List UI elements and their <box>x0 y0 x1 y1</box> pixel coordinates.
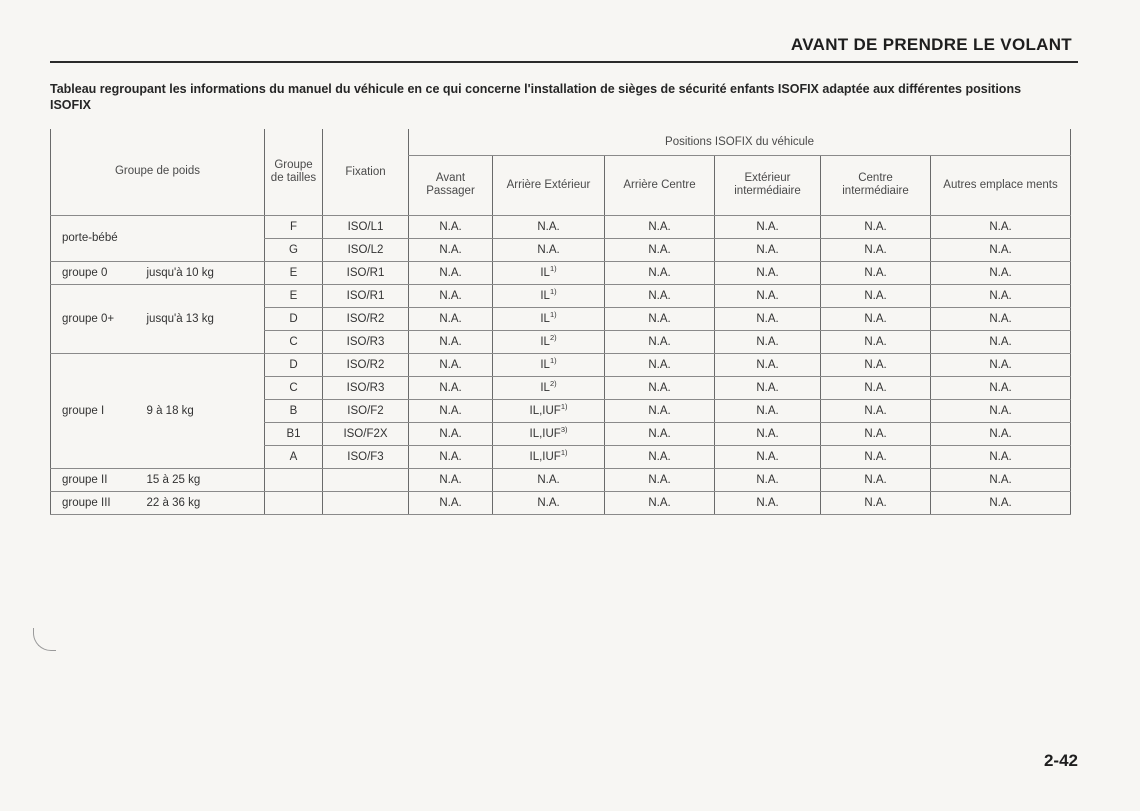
cell-fixation: ISO/R3 <box>323 376 409 399</box>
cell-arriere-exterieur <box>493 284 605 307</box>
cell-avant-passager <box>409 376 493 399</box>
cell-autres-emplacements <box>931 330 1071 353</box>
cell-arriere-centre <box>605 422 715 445</box>
cell-arriere-centre <box>605 261 715 284</box>
cell-autres-emplacements-value: N.A. <box>989 404 1012 417</box>
weight-group-range <box>143 215 265 261</box>
cell-avant-passager <box>409 422 493 445</box>
cell-fixation: ISO/R1 <box>323 284 409 307</box>
intro-text: Tableau regroupant les informations du manuel du véhicule en ce qui concerne l'installation de sièges de sécurité enfants ISOFIX adaptée aux différentes positions ISOFIX <box>50 82 1022 112</box>
cell-avant-passager <box>409 353 493 376</box>
cell-arriere-exterieur <box>493 330 605 353</box>
cell-centre-intermediaire-value: N.A. <box>864 358 887 371</box>
cell-arriere-centre <box>605 307 715 330</box>
cell-size-group <box>265 468 323 491</box>
cell-autres-emplacements-value: N.A. <box>989 496 1012 509</box>
table-row <box>51 353 1071 376</box>
cell-centre-intermediaire <box>821 422 931 445</box>
cell-autres-emplacements <box>931 284 1071 307</box>
cell-centre-intermediaire-value: N.A. <box>864 289 887 302</box>
cell-autres-emplacements <box>931 353 1071 376</box>
header-arriere-centre: Arrière Centre <box>605 155 715 215</box>
cell-autres-emplacements <box>931 422 1071 445</box>
cell-autres-emplacements <box>931 261 1071 284</box>
cell-autres-emplacements <box>931 468 1071 491</box>
cell-avant-passager-value: N.A. <box>439 427 462 440</box>
cell-avant-passager-value: N.A. <box>439 335 462 348</box>
cell-fixation: ISO/R3 <box>323 330 409 353</box>
page-header-title: AVANT DE PRENDRE LE VOLANT <box>790 35 1072 54</box>
cell-centre-intermediaire-value: N.A. <box>864 243 887 256</box>
cell-centre-intermediaire <box>821 284 931 307</box>
cell-exterieur-intermediaire <box>715 215 821 238</box>
cell-avant-passager-value: N.A. <box>439 266 462 279</box>
cell-arriere-exterieur-value: IL,IUF <box>529 427 561 440</box>
cell-arriere-centre-value: N.A. <box>648 496 671 509</box>
cell-centre-intermediaire <box>821 491 931 514</box>
cell-exterieur-intermediaire <box>715 261 821 284</box>
cell-autres-emplacements <box>931 215 1071 238</box>
cell-arriere-exterieur <box>493 215 605 238</box>
cell-fixation <box>323 491 409 514</box>
cell-arriere-centre <box>605 284 715 307</box>
header-arriere-exterieur: Arrière Extérieur <box>493 155 605 215</box>
table-row <box>51 284 1071 307</box>
cell-fixation: ISO/F2 <box>323 399 409 422</box>
cell-exterieur-intermediaire-value: N.A. <box>756 450 779 463</box>
cell-exterieur-intermediaire-value: N.A. <box>756 220 779 233</box>
cell-autres-emplacements-value: N.A. <box>989 289 1012 302</box>
cell-size-group <box>265 491 323 514</box>
cell-arriere-centre <box>605 215 715 238</box>
cell-exterieur-intermediaire-value: N.A. <box>756 404 779 417</box>
cell-size-group: D <box>265 307 323 330</box>
cell-autres-emplacements-value: N.A. <box>989 427 1012 440</box>
cell-arriere-centre-value: N.A. <box>648 335 671 348</box>
cell-exterieur-intermediaire <box>715 399 821 422</box>
cell-autres-emplacements-value: N.A. <box>989 473 1012 486</box>
cell-centre-intermediaire <box>821 445 931 468</box>
weight-group-range: 22 à 36 kg <box>143 491 265 514</box>
header-groupe-de-poids: Groupe de poids <box>51 129 265 215</box>
cell-exterieur-intermediaire <box>715 376 821 399</box>
header-exterieur-intermediaire: Extérieur intermédiaire <box>715 155 821 215</box>
cell-arriere-exterieur-value: IL <box>540 289 550 302</box>
cell-arriere-exterieur <box>493 353 605 376</box>
footnote-marker: 1) <box>560 447 568 457</box>
cell-arriere-centre <box>605 399 715 422</box>
page-number: 2-42 <box>1043 751 1078 770</box>
table-row <box>51 261 1071 284</box>
cell-autres-emplacements-value: N.A. <box>989 358 1012 371</box>
cell-autres-emplacements-value: N.A. <box>989 266 1012 279</box>
cell-size-group: C <box>265 376 323 399</box>
weight-group-name: groupe I <box>51 353 143 468</box>
footnote-marker: 1) <box>560 401 568 411</box>
cell-exterieur-intermediaire-value: N.A. <box>756 358 779 371</box>
cell-size-group: E <box>265 284 323 307</box>
cell-autres-emplacements <box>931 445 1071 468</box>
cell-centre-intermediaire-value: N.A. <box>864 220 887 233</box>
footnote-marker: 3) <box>560 424 568 434</box>
cell-avant-passager <box>409 491 493 514</box>
cell-avant-passager <box>409 307 493 330</box>
cell-avant-passager-value: N.A. <box>439 381 462 394</box>
cell-exterieur-intermediaire-value: N.A. <box>756 243 779 256</box>
weight-group-name: groupe III <box>51 491 143 514</box>
cell-autres-emplacements-value: N.A. <box>989 450 1012 463</box>
cell-autres-emplacements-value: N.A. <box>989 243 1012 256</box>
cell-centre-intermediaire-value: N.A. <box>864 312 887 325</box>
weight-group-name: groupe 0 <box>51 261 143 284</box>
cell-autres-emplacements-value: N.A. <box>989 381 1012 394</box>
weight-group-name: porte-bébé <box>51 215 143 261</box>
cell-fixation: ISO/R2 <box>323 307 409 330</box>
cell-arriere-exterieur-value: N.A. <box>537 473 560 486</box>
cell-exterieur-intermediaire <box>715 284 821 307</box>
cell-avant-passager <box>409 215 493 238</box>
cell-exterieur-intermediaire <box>715 353 821 376</box>
cell-arriere-centre <box>605 468 715 491</box>
cell-autres-emplacements <box>931 399 1071 422</box>
cell-exterieur-intermediaire-value: N.A. <box>756 496 779 509</box>
cell-arriere-centre-value: N.A. <box>648 427 671 440</box>
cell-fixation: ISO/R1 <box>323 261 409 284</box>
cell-arriere-exterieur-value: IL,IUF <box>529 450 561 463</box>
cell-arriere-centre <box>605 353 715 376</box>
cell-exterieur-intermediaire <box>715 468 821 491</box>
weight-group-name: groupe II <box>51 468 143 491</box>
cell-arriere-centre-value: N.A. <box>648 312 671 325</box>
cell-centre-intermediaire <box>821 330 931 353</box>
cell-arriere-exterieur-value: IL <box>540 381 550 394</box>
cell-size-group: E <box>265 261 323 284</box>
cell-centre-intermediaire <box>821 376 931 399</box>
header-rule <box>50 61 1078 63</box>
cell-arriere-centre-value: N.A. <box>648 358 671 371</box>
cell-fixation <box>323 468 409 491</box>
cell-centre-intermediaire-value: N.A. <box>864 496 887 509</box>
header-centre-intermediaire: Centre intermédiaire <box>821 155 931 215</box>
cell-arriere-exterieur <box>493 491 605 514</box>
cell-size-group: B <box>265 399 323 422</box>
cell-centre-intermediaire-value: N.A. <box>864 450 887 463</box>
cell-autres-emplacements-value: N.A. <box>989 312 1012 325</box>
cell-arriere-exterieur <box>493 468 605 491</box>
cell-centre-intermediaire-value: N.A. <box>864 404 887 417</box>
footnote-marker: 1) <box>549 309 557 319</box>
cell-size-group: D <box>265 353 323 376</box>
cell-size-group: A <box>265 445 323 468</box>
cell-autres-emplacements-value: N.A. <box>989 220 1012 233</box>
cell-exterieur-intermediaire <box>715 307 821 330</box>
cell-avant-passager-value: N.A. <box>439 473 462 486</box>
cell-exterieur-intermediaire-value: N.A. <box>756 381 779 394</box>
cell-arriere-centre-value: N.A. <box>648 289 671 302</box>
cell-arriere-exterieur-value: IL <box>540 266 550 279</box>
cell-fixation: ISO/F2X <box>323 422 409 445</box>
cell-exterieur-intermediaire-value: N.A. <box>756 335 779 348</box>
cell-centre-intermediaire-value: N.A. <box>864 381 887 394</box>
cell-arriere-centre <box>605 445 715 468</box>
weight-group-range: jusqu'à 10 kg <box>143 261 265 284</box>
cell-arriere-centre-value: N.A. <box>648 381 671 394</box>
cell-avant-passager-value: N.A. <box>439 289 462 302</box>
cell-centre-intermediaire-value: N.A. <box>864 335 887 348</box>
cell-autres-emplacements <box>931 238 1071 261</box>
cell-arriere-centre-value: N.A. <box>648 404 671 417</box>
cell-avant-passager-value: N.A. <box>439 312 462 325</box>
cell-centre-intermediaire-value: N.A. <box>864 266 887 279</box>
footnote-marker: 2) <box>549 332 557 342</box>
table-row <box>51 491 1071 514</box>
cell-arriere-centre-value: N.A. <box>648 266 671 279</box>
cell-exterieur-intermediaire <box>715 422 821 445</box>
cell-avant-passager-value: N.A. <box>439 220 462 233</box>
cell-centre-intermediaire <box>821 261 931 284</box>
cell-exterieur-intermediaire-value: N.A. <box>756 312 779 325</box>
weight-group-range: jusqu'à 13 kg <box>143 284 265 353</box>
header-avant-passager: Avant Passager <box>409 155 493 215</box>
cell-size-group: B1 <box>265 422 323 445</box>
cell-arriere-exterieur-value: IL <box>540 312 550 325</box>
cell-exterieur-intermediaire-value: N.A. <box>756 289 779 302</box>
cell-avant-passager <box>409 284 493 307</box>
isofix-table-container <box>50 129 1071 515</box>
cell-centre-intermediaire-value: N.A. <box>864 473 887 486</box>
cell-centre-intermediaire-value: N.A. <box>864 427 887 440</box>
cell-arriere-centre <box>605 238 715 261</box>
cell-fixation: ISO/L1 <box>323 215 409 238</box>
cell-avant-passager <box>409 399 493 422</box>
cell-arriere-exterieur-value: IL <box>540 335 550 348</box>
cell-arriere-exterieur <box>493 422 605 445</box>
cell-avant-passager <box>409 445 493 468</box>
cell-arriere-exterieur-value: IL,IUF <box>529 404 561 417</box>
cell-fixation: ISO/R2 <box>323 353 409 376</box>
cell-avant-passager <box>409 330 493 353</box>
cell-arriere-centre-value: N.A. <box>648 243 671 256</box>
cell-arriere-centre <box>605 491 715 514</box>
table-row <box>51 215 1071 238</box>
cell-centre-intermediaire <box>821 215 931 238</box>
header-autres-emplacements: Autres emplace ments <box>931 155 1071 215</box>
cell-size-group: G <box>265 238 323 261</box>
cell-exterieur-intermediaire-value: N.A. <box>756 266 779 279</box>
cell-avant-passager-value: N.A. <box>439 450 462 463</box>
cell-arriere-exterieur <box>493 376 605 399</box>
cell-autres-emplacements <box>931 376 1071 399</box>
header-positions-isofix: Positions ISOFIX du véhicule <box>409 129 1071 155</box>
cell-avant-passager <box>409 468 493 491</box>
cell-arriere-centre-value: N.A. <box>648 450 671 463</box>
table-row <box>51 468 1071 491</box>
cell-autres-emplacements-value: N.A. <box>989 335 1012 348</box>
cell-arriere-centre-value: N.A. <box>648 220 671 233</box>
cell-arriere-centre-value: N.A. <box>648 473 671 486</box>
weight-group-range: 15 à 25 kg <box>143 468 265 491</box>
header-fixation: Fixation <box>323 129 409 215</box>
cell-exterieur-intermediaire-value: N.A. <box>756 427 779 440</box>
cell-avant-passager <box>409 261 493 284</box>
cell-centre-intermediaire <box>821 468 931 491</box>
cell-autres-emplacements <box>931 491 1071 514</box>
cell-autres-emplacements <box>931 307 1071 330</box>
cell-exterieur-intermediaire-value: N.A. <box>756 473 779 486</box>
cell-arriere-exterieur-value: IL <box>540 358 550 371</box>
cell-centre-intermediaire <box>821 238 931 261</box>
footnote-marker: 1) <box>549 286 557 296</box>
weight-group-name: groupe 0+ <box>51 284 143 353</box>
cell-size-group: F <box>265 215 323 238</box>
footnote-marker: 1) <box>549 355 557 365</box>
cell-avant-passager-value: N.A. <box>439 358 462 371</box>
isofix-table <box>50 129 1071 515</box>
cell-arriere-exterieur <box>493 307 605 330</box>
weight-group-range: 9 à 18 kg <box>143 353 265 468</box>
footnote-marker: 2) <box>549 378 557 388</box>
cell-exterieur-intermediaire <box>715 445 821 468</box>
page-corner-mark <box>33 628 56 651</box>
cell-exterieur-intermediaire <box>715 238 821 261</box>
cell-arriere-centre <box>605 376 715 399</box>
cell-fixation: ISO/L2 <box>323 238 409 261</box>
cell-arriere-exterieur-value: N.A. <box>537 220 560 233</box>
cell-size-group: C <box>265 330 323 353</box>
cell-centre-intermediaire <box>821 353 931 376</box>
cell-avant-passager-value: N.A. <box>439 404 462 417</box>
cell-avant-passager-value: N.A. <box>439 243 462 256</box>
cell-centre-intermediaire <box>821 307 931 330</box>
cell-avant-passager <box>409 238 493 261</box>
cell-arriere-centre <box>605 330 715 353</box>
footnote-marker: 1) <box>549 263 557 273</box>
cell-exterieur-intermediaire <box>715 330 821 353</box>
cell-arriere-exterieur <box>493 445 605 468</box>
cell-exterieur-intermediaire <box>715 491 821 514</box>
header-groupe-de-tailles: Groupe de tailles <box>265 129 323 215</box>
cell-centre-intermediaire <box>821 399 931 422</box>
cell-avant-passager-value: N.A. <box>439 496 462 509</box>
isofix-table-body <box>51 215 1071 514</box>
cell-arriere-exterieur <box>493 238 605 261</box>
cell-arriere-exterieur-value: N.A. <box>537 243 560 256</box>
cell-arriere-exterieur <box>493 399 605 422</box>
cell-arriere-exterieur-value: N.A. <box>537 496 560 509</box>
cell-arriere-exterieur <box>493 261 605 284</box>
cell-fixation: ISO/F3 <box>323 445 409 468</box>
